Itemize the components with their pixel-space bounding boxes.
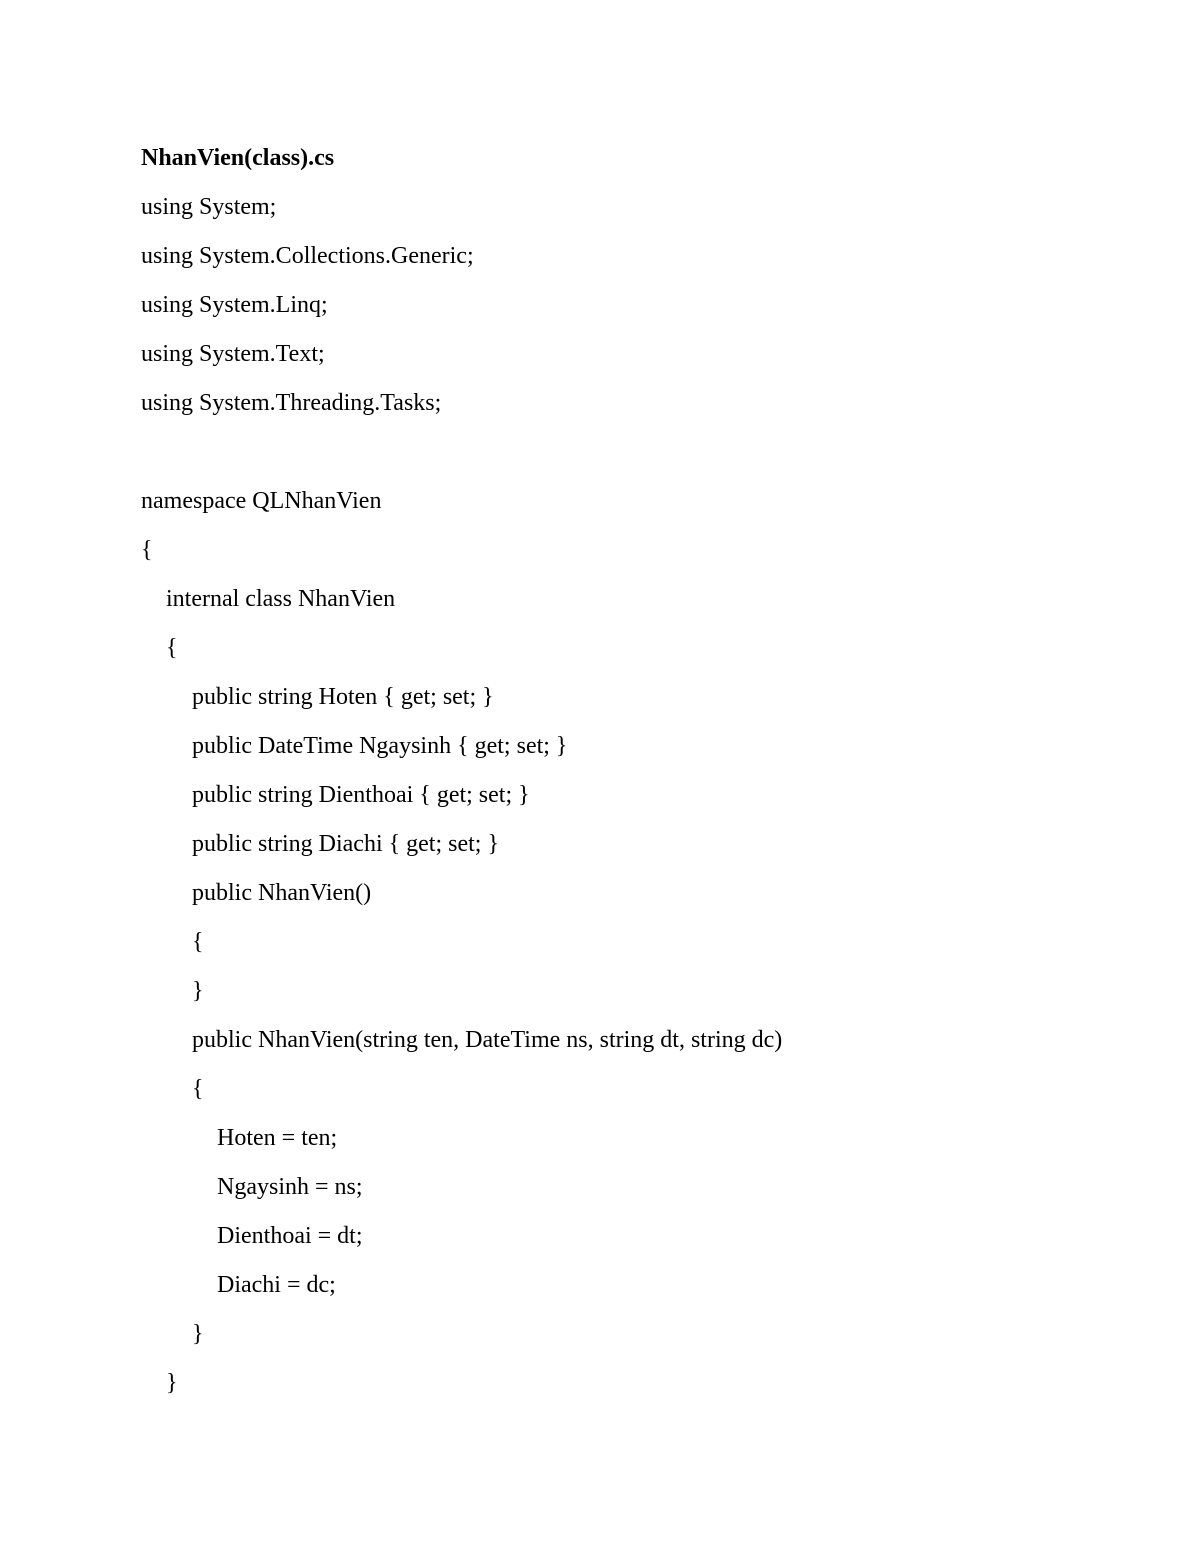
file-title: NhanVien(class).cs [141, 145, 335, 171]
code-line: using System.Linq; [141, 292, 328, 318]
code-line: internal class NhanVien [166, 586, 396, 612]
code-line: { [166, 635, 178, 661]
code-line: using System.Threading.Tasks; [141, 390, 442, 416]
code-line: { [192, 1076, 204, 1102]
code-line: using System.Text; [141, 341, 325, 367]
code-line: } [192, 1321, 204, 1347]
code-line: public string Diachi { get; set; } [192, 831, 499, 857]
code-line: using System.Collections.Generic; [141, 243, 474, 269]
code-line: public NhanVien() [192, 880, 372, 906]
code-line: } [166, 1370, 178, 1396]
code-line: public NhanVien(string ten, DateTime ns, string dt, string dc) [192, 1027, 783, 1053]
blank-line [141, 431, 1141, 480]
code-line: Diachi = dc; [217, 1272, 336, 1298]
code-line: { [192, 929, 204, 955]
code-line: namespace QLNhanVien [141, 488, 382, 514]
code-line: Dienthoai = dt; [217, 1223, 363, 1249]
code-line: Hoten = ten; [217, 1125, 338, 1151]
code-line: { [141, 537, 153, 563]
code-listing [141, 137, 1141, 1411]
code-line: } [192, 978, 204, 1004]
code-line: public string Dienthoai { get; set; } [192, 782, 530, 808]
code-line: public string Hoten { get; set; } [192, 684, 494, 710]
code-line: Ngaysinh = ns; [217, 1174, 363, 1200]
code-line: using System; [141, 194, 277, 220]
code-line: public DateTime Ngaysinh { get; set; } [192, 733, 568, 759]
